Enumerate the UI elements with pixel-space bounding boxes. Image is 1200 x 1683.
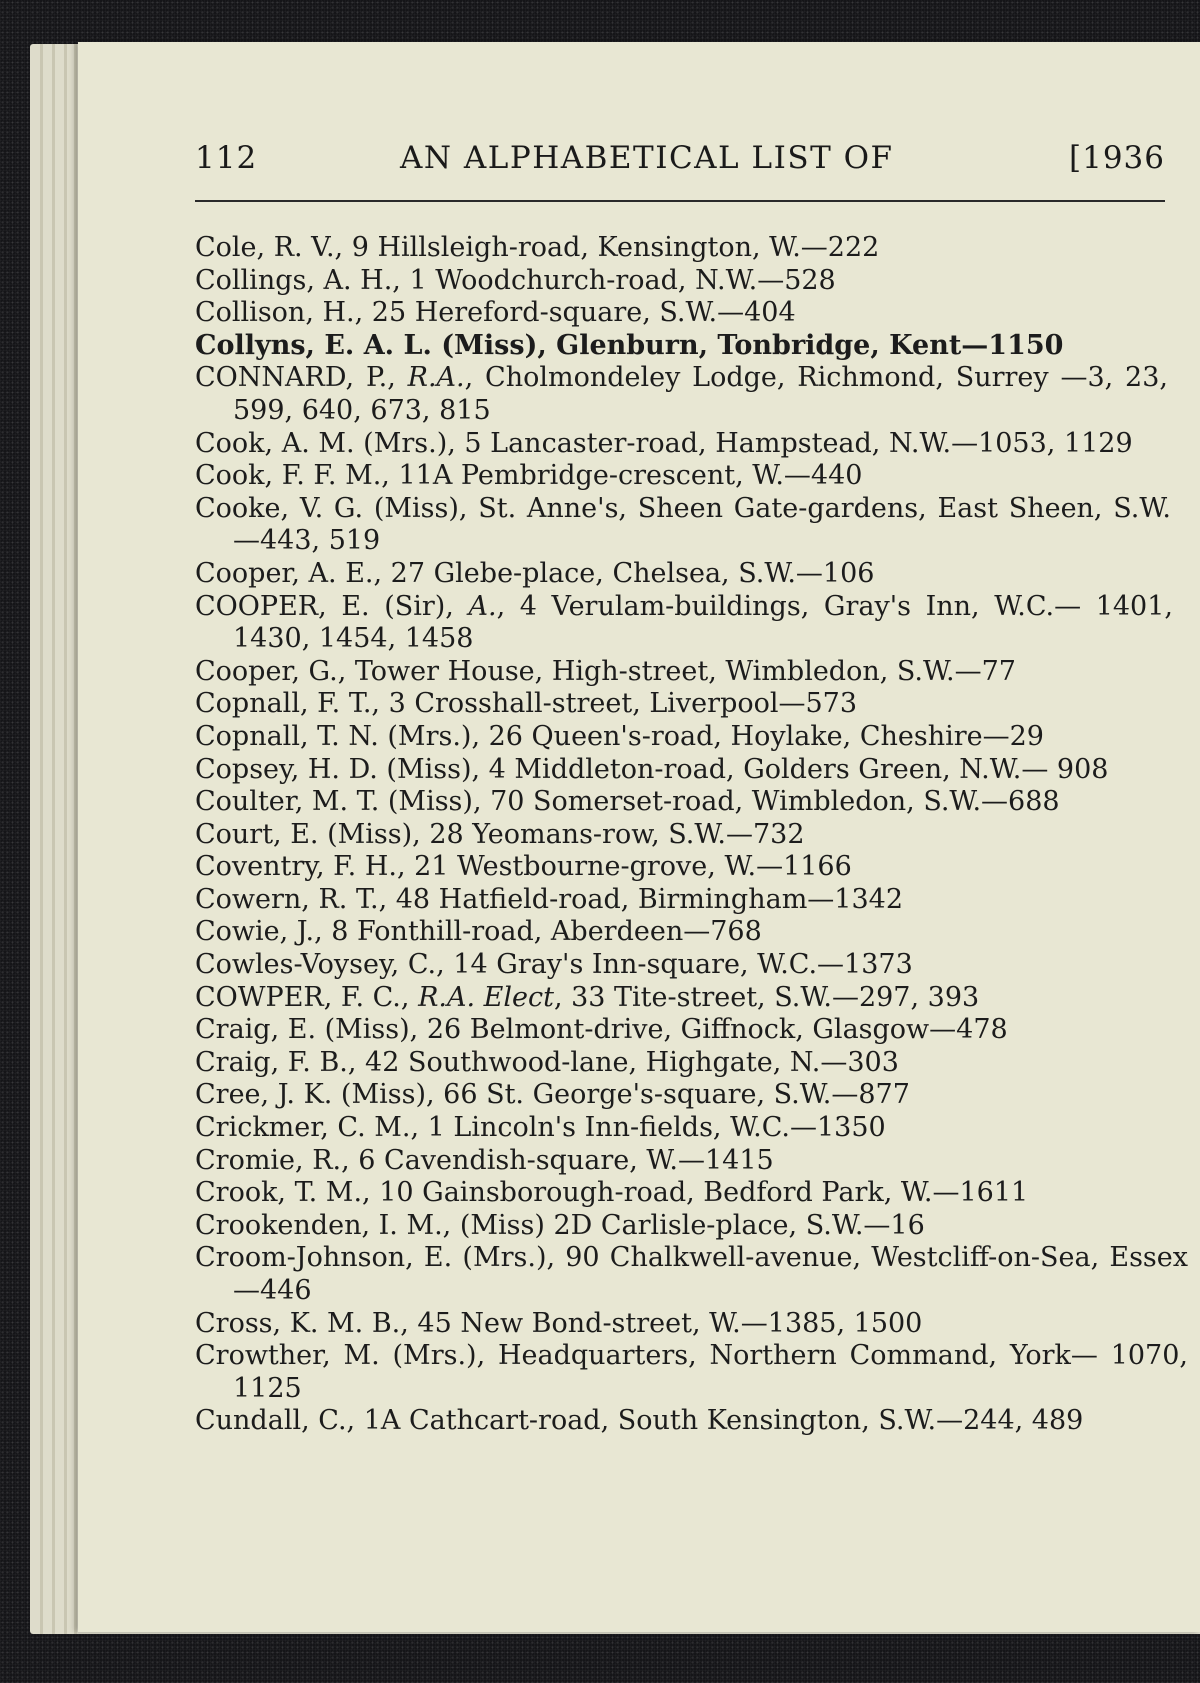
list-item: Crowther, M. (Mrs.), Headquarters, Northern Command, York— 1070, 1125 (195, 1340, 1188, 1404)
list-item: Cook, A. M. (Mrs.), 5 Lancaster-road, Hampstead, N.W.—1053, 1129 (195, 427, 1133, 459)
list-item: Cooper, A. E., 27 Glebe-place, Chelsea, S.W.—106 (195, 557, 875, 589)
page-header (195, 140, 1165, 184)
page-edge-line (64, 44, 67, 1634)
running-title: AN ALPHABETICAL LIST OF (400, 140, 894, 176)
list-item: Cree, J. K. (Miss), 66 St. George's-square, S.W.—877 (195, 1079, 910, 1111)
page-edge-line (40, 44, 43, 1634)
year-label: [1936 (1069, 140, 1165, 176)
list-item: Court, E. (Miss), 28 Yeomans-row, S.W.—732 (195, 818, 805, 850)
list-item: Cowie, J., 8 Fonthill-road, Aberdeen—768 (195, 916, 762, 948)
list-item: Cooke, V. G. (Miss), St. Anne's, Sheen Gate-gardens, East Sheen, S.W.—443, 519 (195, 492, 1171, 557)
list-item: COWPER, F. C., R.A. Elect, 33 Tite-street, S.W.—297, 393 (195, 981, 980, 1013)
list-item: Collings, A. H., 1 Woodchurch-road, N.W.—528 (195, 264, 836, 296)
list-item: Copsey, H. D. (Miss), 4 Middleton-road, Golders Green, N.W.— 908 (195, 753, 1109, 785)
list-item: Coventry, F. H., 21 Westbourne-grove, W.—1166 (195, 851, 852, 883)
list-item: Collyns, E. A. L. (Miss), Glenburn, Tonbridge, Kent—1150 (195, 329, 1064, 361)
list-item: Cole, R. V., 9 Hillsleigh-road, Kensington, W.—222 (195, 232, 880, 263)
list-item: Crickmer, C. M., 1 Lincoln's Inn-fields, W.C.—1350 (195, 1112, 886, 1144)
list-item: Craig, E. (Miss), 26 Belmont-drive, Giffnock, Glasgow—478 (195, 1014, 1008, 1046)
page-edge-line (74, 44, 77, 1634)
page-number: 112 (195, 140, 258, 176)
entry-list (195, 232, 1188, 1438)
page-edge-line (52, 44, 55, 1634)
list-item: Collison, H., 25 Hereford-square, S.W.—404 (195, 297, 796, 329)
list-item: Cowern, R. T., 48 Hatfield-road, Birmingham—1342 (195, 883, 904, 915)
list-item: Croom-Johnson, E. (Mrs.), 90 Chalkwell-avenue, Westcliff-on-Sea, Essex—446 (195, 1242, 1188, 1306)
list-item: Craig, F. B., 42 Southwood-lane, Highgate, N.—303 (195, 1046, 899, 1078)
list-item: Cooper, G., Tower House, High-street, Wimbledon, S.W.—77 (195, 655, 1016, 687)
list-item: Cross, K. M. B., 45 New Bond-street, W.—1385, 1500 (195, 1307, 923, 1339)
list-item: Copnall, T. N. (Mrs.), 26 Queen's-road, Hoylake, Cheshire—29 (195, 720, 1044, 752)
list-item: Crook, T. M., 10 Gainsborough-road, Bedford Park, W.—1611 (195, 1177, 1029, 1209)
list-item: COOPER, E. (Sir), A., 4 Verulam-buildings, Gray's Inn, W.C.— 1401, 1430, 1454, 1458 (195, 590, 1173, 655)
list-item: Cook, F. F. M., 11A Pembridge-crescent, W.—440 (195, 460, 863, 492)
list-item: Crookenden, I. M., (Miss) 2D Carlisle-place, S.W.—16 (195, 1209, 925, 1241)
list-item: Coulter, M. T. (Miss), 70 Somerset-road, Wimbledon, S.W.—688 (195, 786, 1060, 818)
list-item: Cowles-Voysey, C., 14 Gray's Inn-square, W.C.—1373 (195, 949, 913, 981)
header-rule (195, 200, 1165, 202)
list-item: Cundall, C., 1A Cathcart-road, South Kensington, S.W.—244, 489 (195, 1405, 1084, 1437)
list-item: Copnall, F. T., 3 Crosshall-street, Liverpool—573 (195, 688, 858, 720)
list-item: Cromie, R., 6 Cavendish-square, W.—1415 (195, 1144, 774, 1176)
list-item: CONNARD, P., R.A., Cholmondeley Lodge, Richmond, Surrey —3, 23, 599, 640, 673, 815 (195, 362, 1168, 426)
